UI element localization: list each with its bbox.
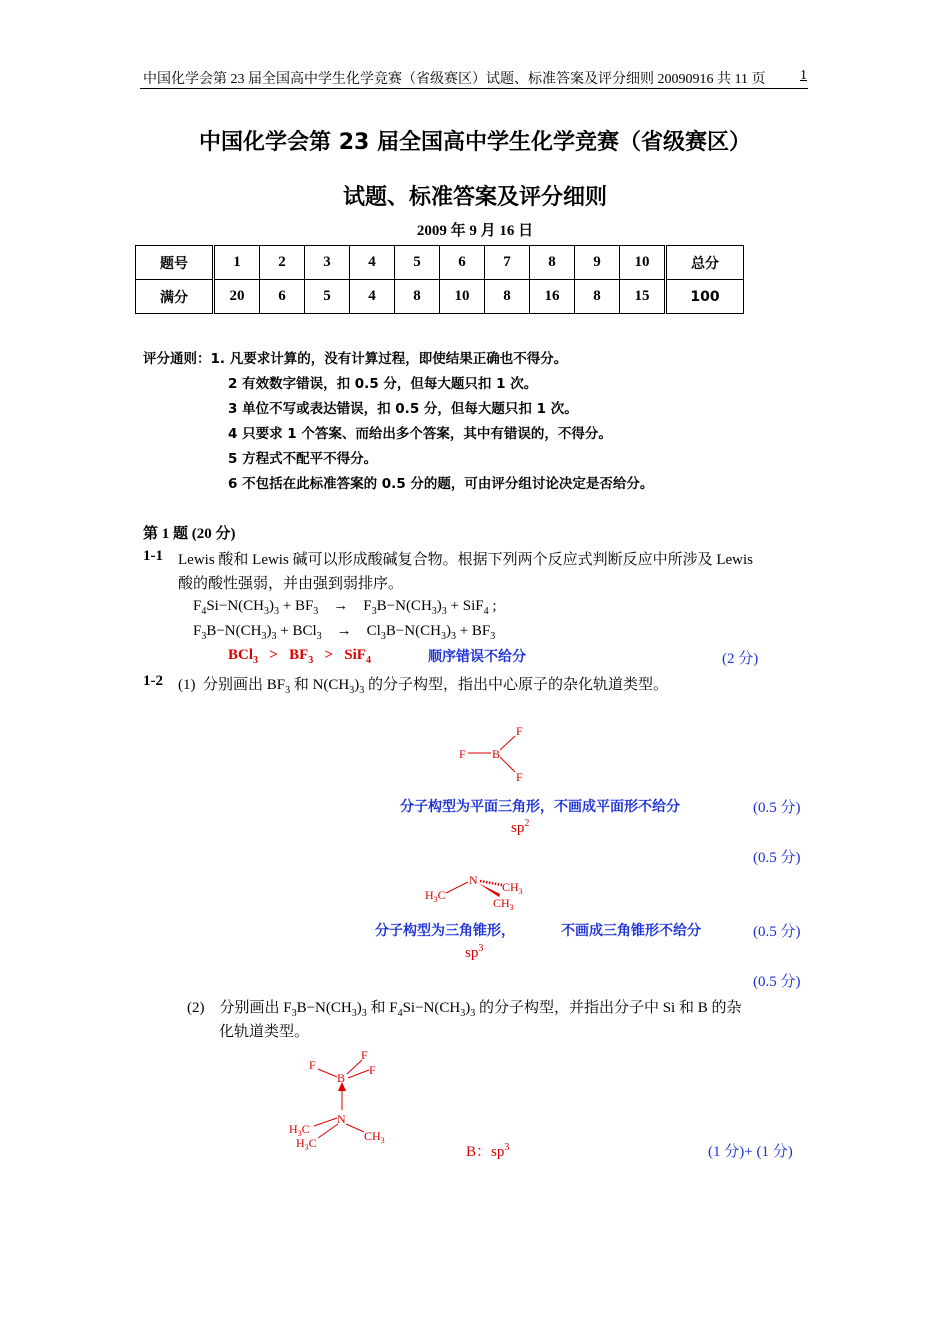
bf3-hybridization: $sp^2$ bbox=[511, 818, 530, 836]
nme3-hybridization: $sp^3$ bbox=[465, 943, 484, 961]
reaction-equation-1: $F_4Si-N(CH_3)_3 + BF_3$ → $F_3B-N(CH_3)_3 + SiF_4$ ; bbox=[193, 598, 497, 617]
table-cell: 6 bbox=[260, 280, 305, 314]
question-heading: 第 1 题 (20 分) bbox=[143, 526, 236, 542]
table-header-cell: 总分 bbox=[666, 246, 744, 280]
answer-note: 顺序错误不给分 bbox=[428, 649, 526, 665]
acidity-order-answer: $BCl_3 > BF_3 > SiF_4$ bbox=[228, 647, 371, 666]
table-cell: 8 bbox=[395, 280, 440, 314]
question-text: 化轨道类型。 bbox=[219, 1024, 310, 1040]
table-cell: 5 bbox=[305, 280, 350, 314]
points-label: (0.5 分) bbox=[753, 850, 801, 866]
table-cell: 10 bbox=[440, 280, 485, 314]
running-header: 中国化学会第 23 届全国高中学生化学竞赛（省级赛区）试题、标准答案及评分细则 20090916 共 11 页 bbox=[143, 72, 766, 87]
table-row bbox=[136, 280, 744, 314]
nme3-shape-answer: 分子构型为三角锥形， bbox=[375, 923, 515, 939]
header-divider bbox=[140, 88, 808, 89]
svg-text:F: F bbox=[516, 770, 523, 784]
points-label: (0.5 分) bbox=[753, 924, 801, 940]
points-label: (0.5 分) bbox=[753, 800, 801, 816]
svg-text:F: F bbox=[516, 724, 523, 738]
table-cell: 100 bbox=[666, 280, 744, 314]
subquestion-number: 1-1 bbox=[143, 548, 163, 564]
score-table bbox=[135, 245, 744, 314]
svg-text:F: F bbox=[309, 1058, 316, 1072]
question-text: 酸的酸性强弱，并由强到弱排序。 bbox=[178, 576, 404, 592]
bf3-shape-answer: 分子构型为平面三角形，不画成平面形不给分 bbox=[400, 799, 680, 815]
question-text: (1) 分别画出 $BF_3$ 和 $N(CH_3)_3$ 的分子构型，指出中心原子的杂化轨道类型。 bbox=[178, 677, 669, 696]
svg-text:B: B bbox=[492, 747, 501, 761]
svg-text:F: F bbox=[369, 1063, 376, 1077]
page-number: 1 bbox=[800, 68, 807, 83]
table-cell: 5 bbox=[395, 246, 440, 280]
scoring-rule: 4 只要求 1 个答案、而给出多个答案，其中有错误的，不得分。 bbox=[228, 426, 612, 442]
table-cell: 8 bbox=[530, 246, 575, 280]
svg-text:H3C: $H_3C$ bbox=[296, 1136, 317, 1152]
table-cell: 9 bbox=[575, 246, 620, 280]
f3b-nme3-structure-diagram bbox=[282, 1044, 392, 1154]
subquestion-number: 1-2 bbox=[143, 673, 163, 689]
table-cell: 10 bbox=[620, 246, 666, 280]
scoring-rules-label: 评分通则： bbox=[143, 351, 211, 367]
exam-date: 2009 年 9 月 16 日 bbox=[416, 223, 534, 239]
scoring-rule: 2 有效数字错误，扣 0.5 分，但每大题只扣 1 次。 bbox=[228, 376, 538, 392]
b-hybridization: B：$sp^3$ bbox=[466, 1142, 510, 1160]
table-cell: 2 bbox=[260, 246, 305, 280]
table-cell: 20 bbox=[214, 280, 260, 314]
nme3-shape-note: 不画成三角锥形不给分 bbox=[561, 923, 701, 939]
table-cell: 8 bbox=[575, 280, 620, 314]
scoring-rule: 6 不包括在此标准答案的 0.5 分的题，可由评分组讨论决定是否给分。 bbox=[228, 476, 654, 492]
bf3-structure-diagram bbox=[450, 720, 540, 788]
table-row bbox=[136, 246, 744, 280]
svg-text:N: N bbox=[469, 873, 478, 887]
svg-text:CH3: $CH_3$ bbox=[364, 1129, 385, 1145]
table-cell: 6 bbox=[440, 246, 485, 280]
svg-text:CH3: $CH_3$ bbox=[502, 880, 523, 896]
points-label: (0.5 分) bbox=[753, 974, 801, 990]
page-title: 中国化学会第 23 届全国高中学生化学竞赛（省级赛区） bbox=[199, 130, 751, 155]
svg-text:H3C: $H_3C$ bbox=[289, 1122, 310, 1138]
reaction-equation-2: $F_3B-N(CH_3)_3 + BCl_3$ → $Cl_3B-N(CH_3)_3 + BF_3$ bbox=[193, 623, 496, 642]
scoring-rule: 3 单位不写或表达错误，扣 0.5 分，但每大题只扣 1 次。 bbox=[228, 401, 578, 417]
nme3-structure-diagram bbox=[420, 868, 530, 912]
table-cell: 4 bbox=[350, 280, 395, 314]
table-cell: 1 bbox=[214, 246, 260, 280]
points-label: (1 分)+ (1 分) bbox=[708, 1144, 793, 1160]
table-header-cell: 满分 bbox=[136, 280, 214, 314]
table-cell: 15 bbox=[620, 280, 666, 314]
table-cell: 4 bbox=[350, 246, 395, 280]
question-text: (2) 分别画出 $F_3B-N(CH_3)_3$ 和 $F_4Si-N(CH_3)_3$ 的分子构型，并指出分子中 Si 和 B 的杂 bbox=[187, 1000, 742, 1019]
scoring-rules-line-1: 评分通则：1. 凡要求计算的，没有计算过程，即使结果正确也不得分。 bbox=[143, 351, 568, 367]
points-label: (2 分) bbox=[722, 651, 759, 667]
scoring-rule: 5 方程式不配平不得分。 bbox=[228, 451, 378, 467]
svg-text:CH3: $CH_3$ bbox=[493, 896, 514, 912]
svg-text:B: B bbox=[337, 1071, 346, 1085]
svg-text:F: F bbox=[361, 1048, 368, 1062]
table-cell: 8 bbox=[485, 280, 530, 314]
table-cell: 16 bbox=[530, 280, 575, 314]
svg-text:H3C: $H_3C$ bbox=[425, 888, 446, 904]
table-cell: 3 bbox=[305, 246, 350, 280]
wedge-bond bbox=[478, 883, 500, 897]
svg-text:F: F bbox=[459, 747, 466, 761]
question-text: Lewis 酸和 Lewis 碱可以形成酸碱复合物。根据下列两个反应式判断反应中所涉及 Lewis bbox=[178, 552, 753, 568]
table-header-cell: 题号 bbox=[136, 246, 214, 280]
page-subtitle: 试题、标准答案及评分细则 bbox=[342, 185, 607, 210]
svg-text:N: N bbox=[337, 1112, 346, 1126]
table-cell: 7 bbox=[485, 246, 530, 280]
